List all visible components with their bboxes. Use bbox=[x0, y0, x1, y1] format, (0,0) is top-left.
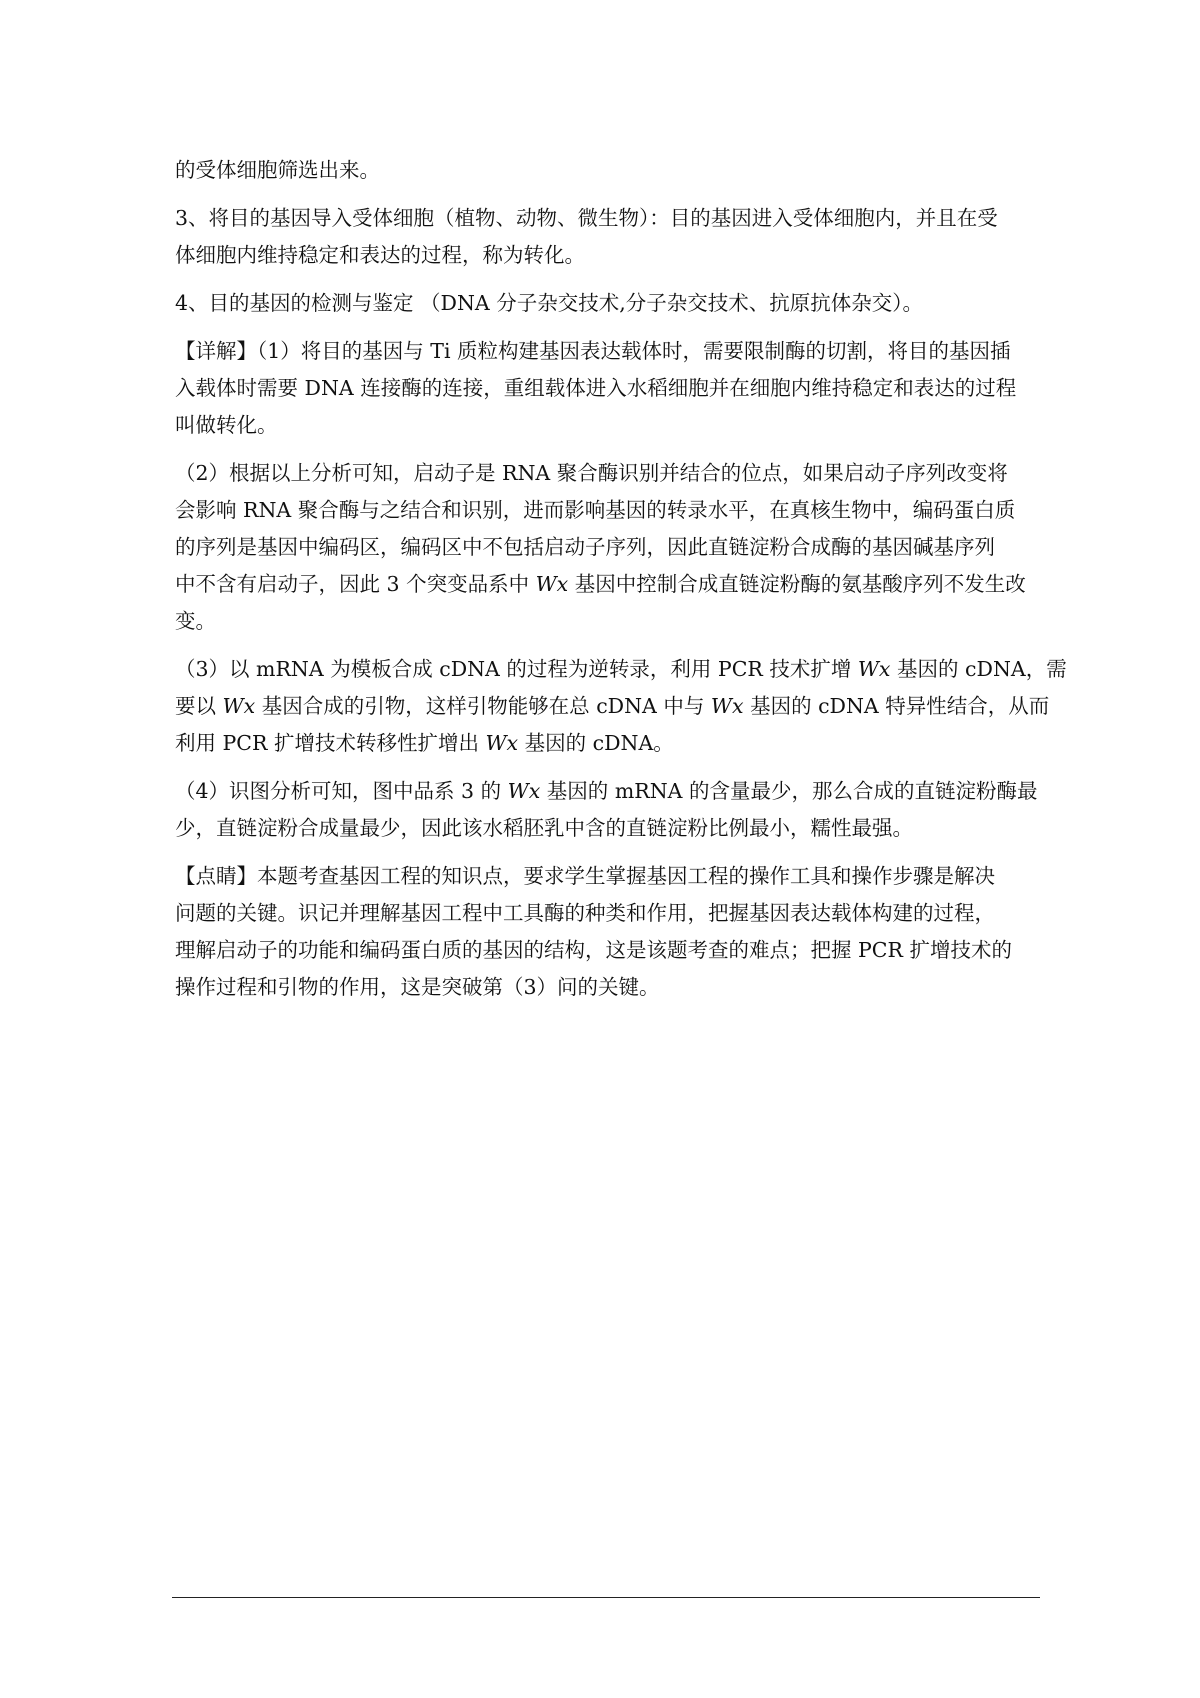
text-segment: （3）以 mRNA 为模板合成 cDNA 的过程为逆转录，利用 PCR 技术扩增 bbox=[175, 657, 858, 681]
text-segment: 利用 PCR 扩增技术转移性扩增出 bbox=[175, 731, 486, 755]
gene-symbol: Wx bbox=[535, 572, 569, 596]
text-segment: 变。 bbox=[175, 609, 216, 633]
text-line bbox=[175, 529, 1035, 566]
gene-symbol: Wx bbox=[485, 731, 519, 755]
text-segment: 基因的 cDNA。 bbox=[518, 731, 674, 755]
text-line bbox=[175, 455, 1035, 492]
document-body bbox=[175, 152, 1067, 1006]
paragraph bbox=[175, 858, 1035, 1006]
text-line bbox=[175, 969, 1035, 1006]
text-line bbox=[175, 688, 1050, 725]
text-segment: 操作过程和引物的作用，这是突破第（3）问的关键。 bbox=[175, 975, 660, 999]
text-line bbox=[175, 333, 1035, 370]
text-line bbox=[175, 810, 1035, 847]
text-segment: 体细胞内维持稳定和表达的过程，称为转化。 bbox=[175, 243, 585, 267]
text-segment: 会影响 RNA 聚合酶与之结合和识别，进而影响基因的转录水平，在真核生物中，编码蛋白质 bbox=[175, 498, 1016, 522]
paragraph bbox=[175, 651, 1067, 762]
text-line bbox=[175, 152, 1035, 189]
gene-symbol: Wx bbox=[857, 657, 891, 681]
text-segment: 理解启动子的功能和编码蛋白质的基因的结构，这是该题考查的难点；把握 PCR 扩增技术的 bbox=[175, 938, 1012, 962]
text-line bbox=[175, 895, 1035, 932]
text-segment: 问题的关键。识记并理解基因工程中工具酶的种类和作用，把握基因表达载体构建的过程， bbox=[175, 901, 995, 925]
text-line bbox=[175, 932, 1035, 969]
text-segment: 3、将目的基因导入受体细胞（植物、动物、微生物）：目的基因进入受体细胞内，并且在受 bbox=[175, 206, 998, 230]
paragraph bbox=[175, 152, 1035, 189]
text-segment: 4、目的基因的检测与鉴定 （DNA 分子杂交技术,分子杂交技术、抗原抗体杂交）。 bbox=[175, 291, 924, 315]
text-line bbox=[175, 237, 1035, 274]
paragraph bbox=[175, 773, 1038, 847]
text-segment: 中不含有启动子，因此 3 个突变品系中 bbox=[175, 572, 536, 596]
text-segment: 的受体细胞筛选出来。 bbox=[175, 158, 380, 182]
text-segment: 基因的 cDNA 特异性结合，从而 bbox=[743, 694, 1050, 718]
text-segment: 【详解】（1）将目的基因与 Ti 质粒构建基因表达载体时，需要限制酶的切割，将目的基因插 bbox=[175, 339, 1011, 363]
gene-symbol: Wx bbox=[710, 694, 744, 718]
paragraph bbox=[175, 200, 1035, 274]
text-line bbox=[175, 566, 1035, 603]
text-segment: （2）根据以上分析可知，启动子是 RNA 聚合酶识别并结合的位点，如果启动子序列改变将 bbox=[175, 461, 1008, 485]
text-segment: 基因中控制合成直链淀粉酶的氨基酸序列不发生改 bbox=[568, 572, 1026, 596]
footer-divider bbox=[172, 1597, 1040, 1598]
text-line bbox=[175, 651, 1067, 688]
text-line bbox=[175, 200, 1035, 237]
gene-symbol: Wx bbox=[507, 779, 541, 803]
text-line bbox=[175, 285, 1035, 322]
paragraph bbox=[175, 333, 1035, 444]
text-line bbox=[175, 407, 1035, 444]
text-line bbox=[175, 492, 1035, 529]
text-segment: 叫做转化。 bbox=[175, 413, 278, 437]
text-segment: 基因的 mRNA 的含量最少，那么合成的直链淀粉酶最 bbox=[540, 779, 1038, 803]
text-segment: 少，直链淀粉合成量最少，因此该水稻胚乳中含的直链淀粉比例最小，糯性最强。 bbox=[175, 816, 913, 840]
text-segment: 的序列是基因中编码区，编码区中不包括启动子序列，因此直链淀粉合成酶的基因碱基序列 bbox=[175, 535, 995, 559]
text-segment: 【点睛】本题考查基因工程的知识点，要求学生掌握基因工程的操作工具和操作步骤是解决 bbox=[175, 864, 995, 888]
text-segment: 基因合成的引物，这样引物能够在总 cDNA 中与 bbox=[255, 694, 711, 718]
text-segment: 基因的 cDNA，需 bbox=[890, 657, 1067, 681]
text-line bbox=[175, 370, 1035, 407]
text-line bbox=[175, 858, 1035, 895]
text-line bbox=[175, 773, 1038, 810]
text-segment: 入载体时需要 DNA 连接酶的连接，重组载体进入水稻细胞并在细胞内维持稳定和表达的过程 bbox=[175, 376, 1017, 400]
gene-symbol: Wx bbox=[222, 694, 256, 718]
text-line bbox=[175, 603, 1035, 640]
text-line bbox=[175, 725, 1035, 762]
paragraph bbox=[175, 285, 1035, 322]
text-segment: （4）识图分析可知，图中品系 3 的 bbox=[175, 779, 508, 803]
paragraph bbox=[175, 455, 1035, 640]
text-segment: 要以 bbox=[175, 694, 223, 718]
